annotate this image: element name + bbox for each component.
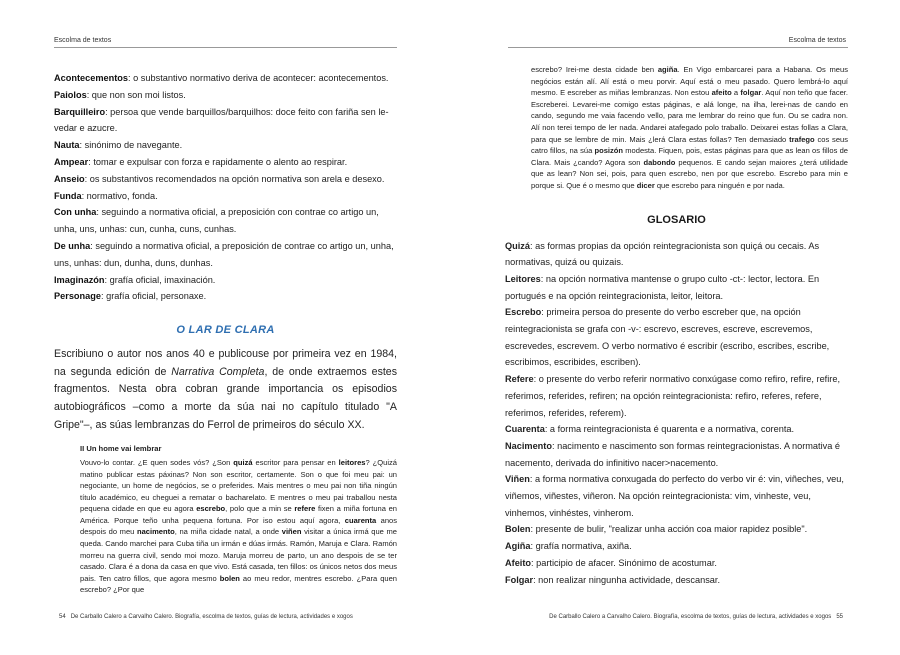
glossary-entry xyxy=(505,471,848,521)
running-head: Escolma de textos xyxy=(54,37,112,44)
glossary-entry xyxy=(505,271,848,304)
glossary-entry xyxy=(505,371,848,421)
glossary-entry xyxy=(54,188,397,205)
glossed-word: agiña xyxy=(657,65,678,74)
right-column xyxy=(505,64,848,588)
chapter-heading: II Un home vai lembrar xyxy=(80,444,162,454)
entry-definition: : presente de bulir, "realizar unha acción coa maior rapidez posible". xyxy=(530,524,808,535)
glossary-entry xyxy=(505,421,848,438)
glossed-word: cuarenta xyxy=(344,515,377,525)
glossary-entry xyxy=(505,521,848,538)
glossary-entry xyxy=(54,288,397,305)
glossary-entry xyxy=(505,538,848,555)
glossary-entry xyxy=(54,238,397,272)
glossary-entry xyxy=(505,555,848,572)
glossary-entry xyxy=(54,272,397,289)
entry-definition: : persoa que vende barquillos/barquilhos: doce feito con fariña sen le-vedar e azucre. xyxy=(54,106,389,134)
entry-definition: : a forma normativa conxugada do perfecto do verbo vir é: vin, viñeches, veu, viñemos, viñestes, viñeron. Na opción reintegracionista: vim, vinheste, veu, vinhemos, vinhéstes, vinherom. xyxy=(505,474,844,518)
entry-term: Bolen xyxy=(505,524,531,535)
excerpt-text: . En Vigo embarcarei para a Habana. Os meus negócios están alí. Alí está o meu porvir. Aquí está o meu pasado. Quero lembrá-lo aquí mesmo. E escreber as miñas lembranzas. Non estou xyxy=(531,65,848,98)
glossary-entry xyxy=(54,137,397,154)
excerpt-text: ao meu redor, mentres escrebo. ¿Para quen escrebo? ¿Por que xyxy=(80,573,397,595)
glossary-entry xyxy=(505,304,848,371)
page-footer xyxy=(549,614,848,620)
entry-definition: : grafía oficial, personaxe. xyxy=(100,291,207,302)
excerpt-text: ? ¿Quizá matino publicar estas páxinas? Non son escritor, certamente. Son o que foi meu pai: un negociante, un home de negócios, se o preferides. Mais mentres o meu pai non tiña ningún título académico, eu cheguei a rematar o bacharelato. E mentres o meu pai traballou nesta pequena cidade en que eu agora xyxy=(80,458,397,514)
entry-term: Afeito xyxy=(505,557,532,568)
entry-definition: : grafía oficial, imaxinación. xyxy=(104,274,216,285)
entry-definition: : na opción normativa mantense o grupo culto -ct-: lector, lectora. En portugués e na opción reintegracionista, leitor, leitora. xyxy=(505,273,820,301)
right-page xyxy=(450,0,900,655)
entry-term: Viñen xyxy=(505,474,530,485)
entry-definition: : participio de afacer. Sinónimo de acostumar. xyxy=(531,557,717,568)
glossed-word: nacimento xyxy=(137,527,175,537)
glossed-word: folgar xyxy=(740,88,762,98)
glossary-entry xyxy=(505,438,848,471)
entry-definition: : o substantivo normativo deriva de acontecer: acontecementos. xyxy=(128,73,389,83)
entry-term: Paiolos xyxy=(54,89,87,100)
excerpt-paragraph xyxy=(80,457,397,596)
excerpt-text: que escrebo para ninguén e por nada. xyxy=(654,180,785,190)
intro-paragraph xyxy=(54,346,397,434)
entry-definition: : tomar e expulsar con forza e rapidamente o alento ao respirar. xyxy=(88,156,348,167)
glossed-word: leitores xyxy=(338,458,366,468)
glossary-entry xyxy=(54,204,397,238)
excerpt-text: anos despois do meu xyxy=(80,515,397,537)
glossed-word: refere xyxy=(294,504,316,514)
page-number: 55 xyxy=(836,614,843,620)
entry-term: Funda xyxy=(54,190,82,201)
glossed-word: posizón xyxy=(594,146,624,156)
entry-term: Refere xyxy=(505,374,534,385)
glossed-word: trafego xyxy=(789,134,815,144)
glossary-entry xyxy=(505,238,848,271)
entry-definition: : normativo, fonda. xyxy=(81,190,158,201)
glossary-list xyxy=(505,238,848,589)
entry-definition: : seguindo a normativa oficial, a preposición con contrae co artigo un, unha, uns, unhas: cun, cunha, cuns, cunhas. xyxy=(54,207,379,235)
glossary-title: GLOSARIO xyxy=(647,213,706,226)
book-title: Narrativa Completa xyxy=(171,365,265,378)
entry-term: Ampear xyxy=(54,156,89,167)
left-column xyxy=(54,70,397,596)
glossary-entry xyxy=(54,104,397,138)
entry-term: Imaginazón xyxy=(54,274,105,285)
entry-term: Barquilleiro xyxy=(54,106,106,117)
excerpt-text: . Aquí non teño que facer. Escreberei. Levarei-me comigo estas páginas, e alá longe, na ilha, lerei-nas de cando en cando, segundo me vaia facendo vello, para me lembrar do reino que fun. Ou se cadra non. Alí non terei tempo de ler nada. Andarei atafegado polo traballo. Deixarei estas follas a Clara, para que se lembre de min. Mais ¿lerá Clara estas follas? Ten demasiado xyxy=(531,88,848,144)
entry-term: Agiña xyxy=(505,541,531,552)
excerpt-text: visitar a única irmá que me queda. Cando marchei para Cuba tiña un irmán e dúas irmás. Ramón, Maruja e Clara. Ramón morreu na guerra civil, sendo moi mozo. Maruja morreu de parto, un ano despois de se ter casado. Clara é a dona da casa en que vivo. Está casada, ten fillos: os únicos netos dos meus pais. Ten catro fillos, que agora mesmo xyxy=(80,527,397,583)
excerpt-text: escritor para pensar en xyxy=(252,458,339,468)
entry-term: Escrebo xyxy=(505,307,542,318)
excerpt-text: a xyxy=(731,88,741,98)
glossary-entry xyxy=(54,87,397,104)
glossed-word: escrebo xyxy=(196,504,226,514)
entry-definition: : sinónimo de navegante. xyxy=(79,140,183,151)
entry-term: Anseio xyxy=(54,173,85,184)
intro-text: Escribiuno o autor nos anos 40 e publicouse por primeira vez en 1984, na segunda edición de xyxy=(54,348,397,378)
vocabulary-list xyxy=(54,70,397,305)
page-footer xyxy=(54,614,353,620)
header-rule xyxy=(508,47,848,48)
entry-term: Cuarenta xyxy=(505,424,545,435)
entry-definition: : a forma reintegracionista é quarenta e a normativa, corenta. xyxy=(544,424,795,435)
excerpt-text: pequenos. E cando sejan maiores ¿terá utilidade que as lean? Non sei, pois, para quen escrebo, nen por que escrebo. Escrebo para min e porque si. Que é o mesmo que xyxy=(531,157,849,190)
glossary-entry xyxy=(505,572,848,589)
entry-definition: : que non son moi listos. xyxy=(86,89,186,100)
excerpt-text: , polo que a min se xyxy=(225,504,295,514)
entry-term: De unha xyxy=(54,240,91,251)
header-rule xyxy=(54,47,397,48)
excerpt-text: escrebo? Irei-me desta cidade ben xyxy=(531,65,658,74)
entry-term: Quizá xyxy=(505,240,531,251)
running-head: Escolma de textos xyxy=(788,37,846,44)
glossary-entry xyxy=(54,70,397,87)
glossed-word: bolen xyxy=(219,573,240,583)
glossary-entry xyxy=(54,171,397,188)
glossed-word: dicer xyxy=(636,180,655,190)
page-number: 54 xyxy=(59,614,66,620)
glossed-word: afeito xyxy=(711,88,732,98)
entry-definition: : os substantivos recomendados na opción normativa son arela e desexo. xyxy=(84,173,385,184)
excerpt-text: Vouvo-lo contar. ¿E quen sodes vós? ¿Son xyxy=(80,458,234,468)
entry-definition: : as formas propias da opción reintegracionista son quiçá ou cecais. As normativas, quizá ou quizais. xyxy=(505,240,820,268)
glossed-word: dabondo xyxy=(643,157,676,167)
section-title: O LAR DE CLARA xyxy=(176,324,275,337)
entry-definition: : o presente do verbo referir normativo conxúgase como refiro, refire, refire, referimos, referides, refiren; na opción reintegracionista: refiro, referes, refere, referimos, referides, referem). xyxy=(505,374,840,418)
excerpt-text: modesta. Fiquen, pois, estas páginas para que as lean os fillos de Clara. Mais ¿cando? Agora son xyxy=(531,146,848,167)
excerpt-text: fixen a miña fortuna en América. Porque teño unha pequena fortuna. Por iso estou aquí agora, xyxy=(80,504,398,525)
entry-definition: : non realizar ningunha actividade, descansar. xyxy=(533,574,721,585)
excerpt-paragraph xyxy=(531,64,848,192)
entry-definition: : seguindo a normativa oficial, a preposición de contrae co artigo un, unha, uns, unhas: dun, dunha, duns, dunhas. xyxy=(54,240,394,268)
glossed-word: viñen xyxy=(281,527,302,537)
glossary-entry xyxy=(54,154,397,171)
entry-definition: : primeira persoa do presente do verbo escreber que, na opción reintegracionista se grafa con -v-: escrevo, escreves, escreve, escrevemos, escrevedes, escrevem. O verbo normativo é escribir (escribo, escribes, escribe, escribimos, escribides, escriben). xyxy=(505,307,830,368)
footer-text: De Carballo Calero a Carvalho Calero. Biografía, escolma de textos, guías de lectura, actividades e xogos xyxy=(549,614,832,620)
entry-term: Personage xyxy=(54,291,101,302)
intro-text: , de onde extraemos estes fragmentos. Nesta obra cobran grande importancia os episodios autobiográficos –como a morte da súa nai no capítulo titulado "A Gripe"–, as súas lembranzas do Ferrol de primeiros do século XX. xyxy=(54,365,397,431)
glossed-word: quizá xyxy=(233,458,253,468)
excerpt-text: , na miña cidade natal, a onde xyxy=(174,527,282,537)
entry-term: Folgar xyxy=(505,574,534,585)
entry-term: Nauta xyxy=(54,140,80,151)
entry-definition: : nacimento e nascimento son formas reintegracionistas. A normativa é nacemento, derivada do infinitivo nacer>nacemento. xyxy=(505,440,841,468)
entry-term: Nacimento xyxy=(505,440,552,451)
entry-term: Acontecementos xyxy=(54,73,129,83)
footer-text: De Carballo Calero a Carvalho Calero. Biografía, escolma de textos, guías de lectura, actividades e xogos xyxy=(70,614,353,620)
entry-definition: : grafía normativa, axiña. xyxy=(530,541,632,552)
entry-term: Leitores xyxy=(505,273,541,284)
entry-term: Con unha xyxy=(54,207,97,218)
excerpt-text: cos seus catro fillos, na súa xyxy=(531,134,848,156)
